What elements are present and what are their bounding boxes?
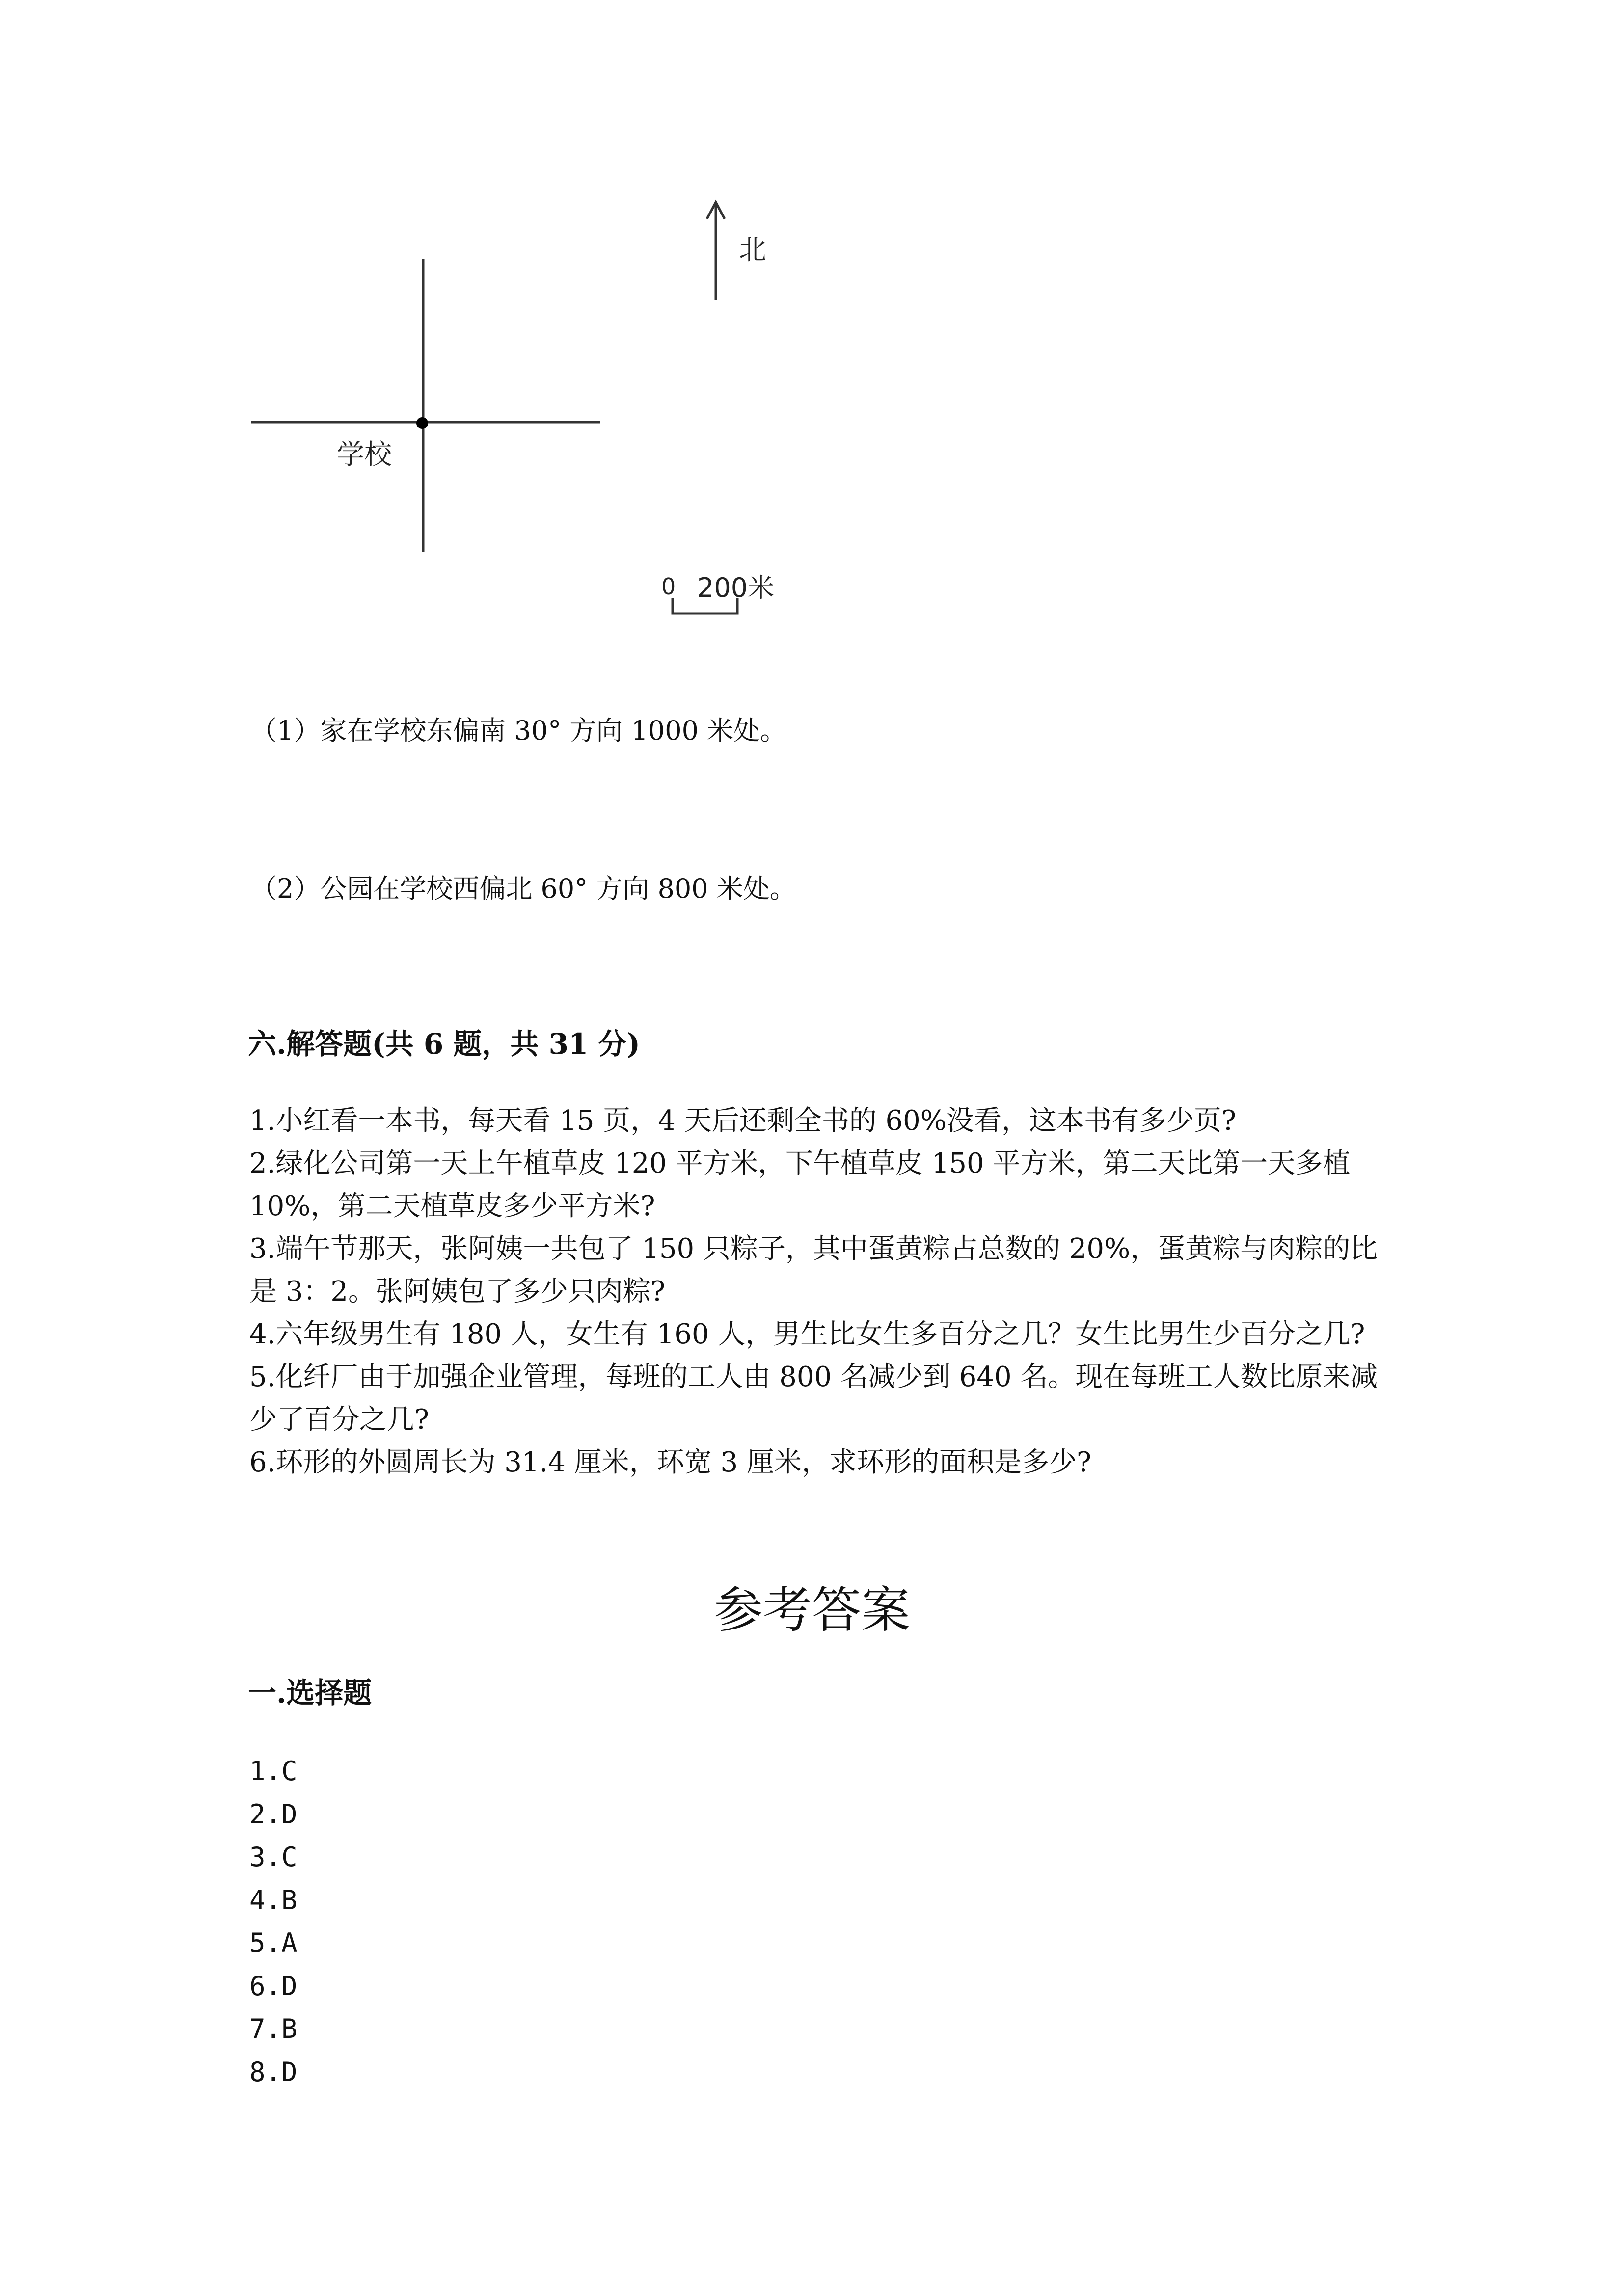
answer-item: 8.D bbox=[249, 2056, 298, 2087]
scale-zero-label: 0 bbox=[661, 573, 676, 600]
direction-diagram bbox=[0, 0, 1624, 638]
school-point bbox=[416, 417, 428, 429]
diagram-graphic bbox=[0, 0, 1624, 638]
answer-item: 5.A bbox=[249, 1927, 298, 1958]
section-one-title: 一.选择题 bbox=[248, 1676, 372, 1709]
north-label: 北 bbox=[739, 234, 766, 266]
answer-item: 3.C bbox=[249, 1842, 298, 1872]
scale-label: 200米 bbox=[697, 572, 775, 603]
problem-item: 2.绿化公司第一天上午植草皮 120 平方米，下午植草皮 150 平方米，第二天比第一天多植 10%，第二天植草皮多少平方米? bbox=[249, 1148, 1351, 1222]
answer-key-title: 参考答案 bbox=[714, 1581, 910, 1639]
answer-list bbox=[249, 1750, 298, 2093]
answer-item: 1.C bbox=[249, 1756, 298, 1787]
school-axes bbox=[251, 259, 600, 552]
answer-item: 2.D bbox=[249, 1798, 298, 1830]
school-label: 学校 bbox=[337, 439, 392, 471]
problem-item: 1.小红看一本书，每天看 15 页，4 天后还剩全书的 60%没看，这本书有多少页? bbox=[249, 1105, 1237, 1137]
problem-item: 5.化纤厂由于加强企业管理，每班的工人由 800 名减少到 640 名。现在每班工人数比原来减少了百分之几? bbox=[249, 1361, 1378, 1436]
problem-list bbox=[249, 1099, 1388, 1484]
problem-item: 4.六年级男生有 180 人，女生有 160 人，男生比女生多百分之几？女生比男生少百分之几? bbox=[249, 1318, 1365, 1350]
subquestion-2: （2）公园在学校西偏北 60° 方向 800 米处。 bbox=[250, 873, 796, 904]
answer-item: 4.B bbox=[249, 1884, 298, 1916]
north-arrow bbox=[707, 202, 725, 300]
answer-item: 7.B bbox=[249, 2013, 298, 2044]
subquestion-1: （1）家在学校东偏南 30° 方向 1000 米处。 bbox=[250, 715, 787, 746]
section-six-title: 六.解答题(共 6 题，共 31 分) bbox=[248, 1027, 640, 1061]
problem-item: 3.端午节那天，张阿姨一共包了 150 只粽子，其中蛋黄粽占总数的 20%，蛋黄粽与肉粽的比是 3：2。张阿姨包了多少只肉粽? bbox=[249, 1233, 1378, 1308]
problem-item: 6.环形的外圆周长为 31.4 厘米，环宽 3 厘米，求环形的面积是多少? bbox=[249, 1446, 1091, 1478]
answer-item: 6.D bbox=[249, 1970, 298, 2002]
